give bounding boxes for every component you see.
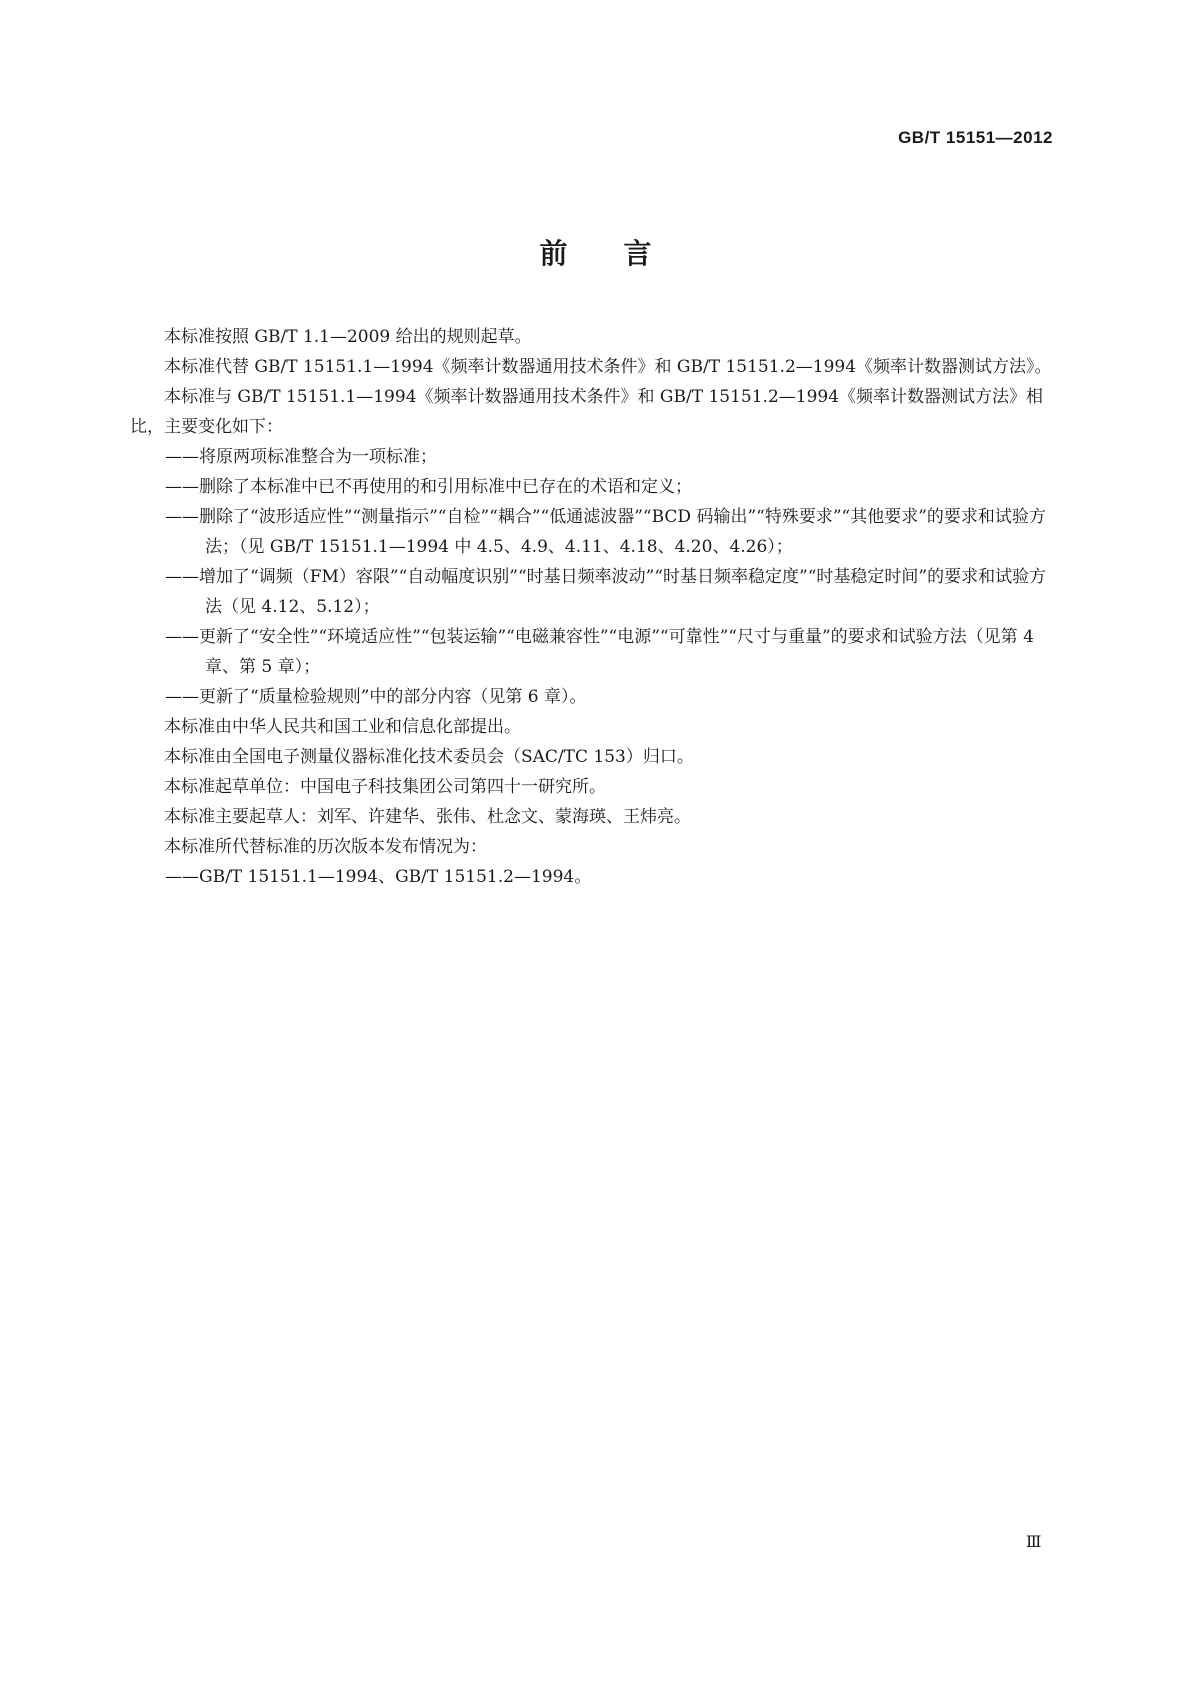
paragraph: 本标准代替 GB/T 15151.1—1994《频率计数器通用技术条件》和 GB/T 15151.2—1994《频率计数器测试方法》。 xyxy=(164,357,1052,377)
list-item: ——更新了“安全性”“环境适应性”“包装运输”“电磁兼容性”“电源”“可靠性”“尺寸与重量”的要求和试验方法（见第 4 章、第 5 章）； xyxy=(165,627,1034,677)
paragraph: 本标准由中华人民共和国工业和信息化部提出。 xyxy=(164,717,521,737)
list-item: ——增加了“调频（FM）容限”“自动幅度识别”“时基日频率波动”“时基日频率稳定度”“时基稳定时间”的要求和试验方法（见 4.12、5.12）； xyxy=(165,567,1047,617)
paragraph: 本标准与 GB/T 15151.1—1994《频率计数器通用技术条件》和 GB/T 15151.2—1994《频率计数器测试方法》相比，主要变化如下： xyxy=(130,387,1044,437)
page-number: Ⅲ xyxy=(1026,1534,1042,1551)
paragraph: 本标准由全国电子测量仪器标准化技术委员会（SAC/TC 153）归口。 xyxy=(164,747,694,767)
list-item: ——更新了“质量检验规则”中的部分内容（见第 6 章）。 xyxy=(165,687,587,707)
paragraph: 本标准按照 GB/T 1.1—2009 给出的规则起草。 xyxy=(164,327,532,347)
page-title: 前言 xyxy=(539,237,708,270)
paragraph: 本标准所代替标准的历次版本发布情况为： xyxy=(164,837,487,857)
paragraph: 本标准起草单位：中国电子科技集团公司第四十一研究所。 xyxy=(164,777,606,797)
paragraph: 本标准主要起草人：刘军、许建华、张伟、杜念文、蒙海瑛、王炜亮。 xyxy=(164,807,691,827)
document-body xyxy=(130,322,1056,892)
standard-code: GB/T 15151—2012 xyxy=(898,128,1053,147)
list-item: ——将原两项标准整合为一项标准； xyxy=(165,447,437,467)
history-item: ——GB/T 15151.1—1994、GB/T 15151.2—1994。 xyxy=(165,867,592,887)
change-list xyxy=(130,442,1056,712)
list-item: ——删除了本标准中已不再使用的和引用标准中已存在的术语和定义； xyxy=(165,477,692,497)
list-item: ——删除了“波形适应性”“测量指示”“自检”“耦合”“低通滤波器”“BCD 码输出”“特殊要求”“其他要求”的要求和试验方法；（见 GB/T 15151.1—1994 中 4.5、4.9、4.11、4.18、4.20、4.26）； xyxy=(165,507,1046,557)
